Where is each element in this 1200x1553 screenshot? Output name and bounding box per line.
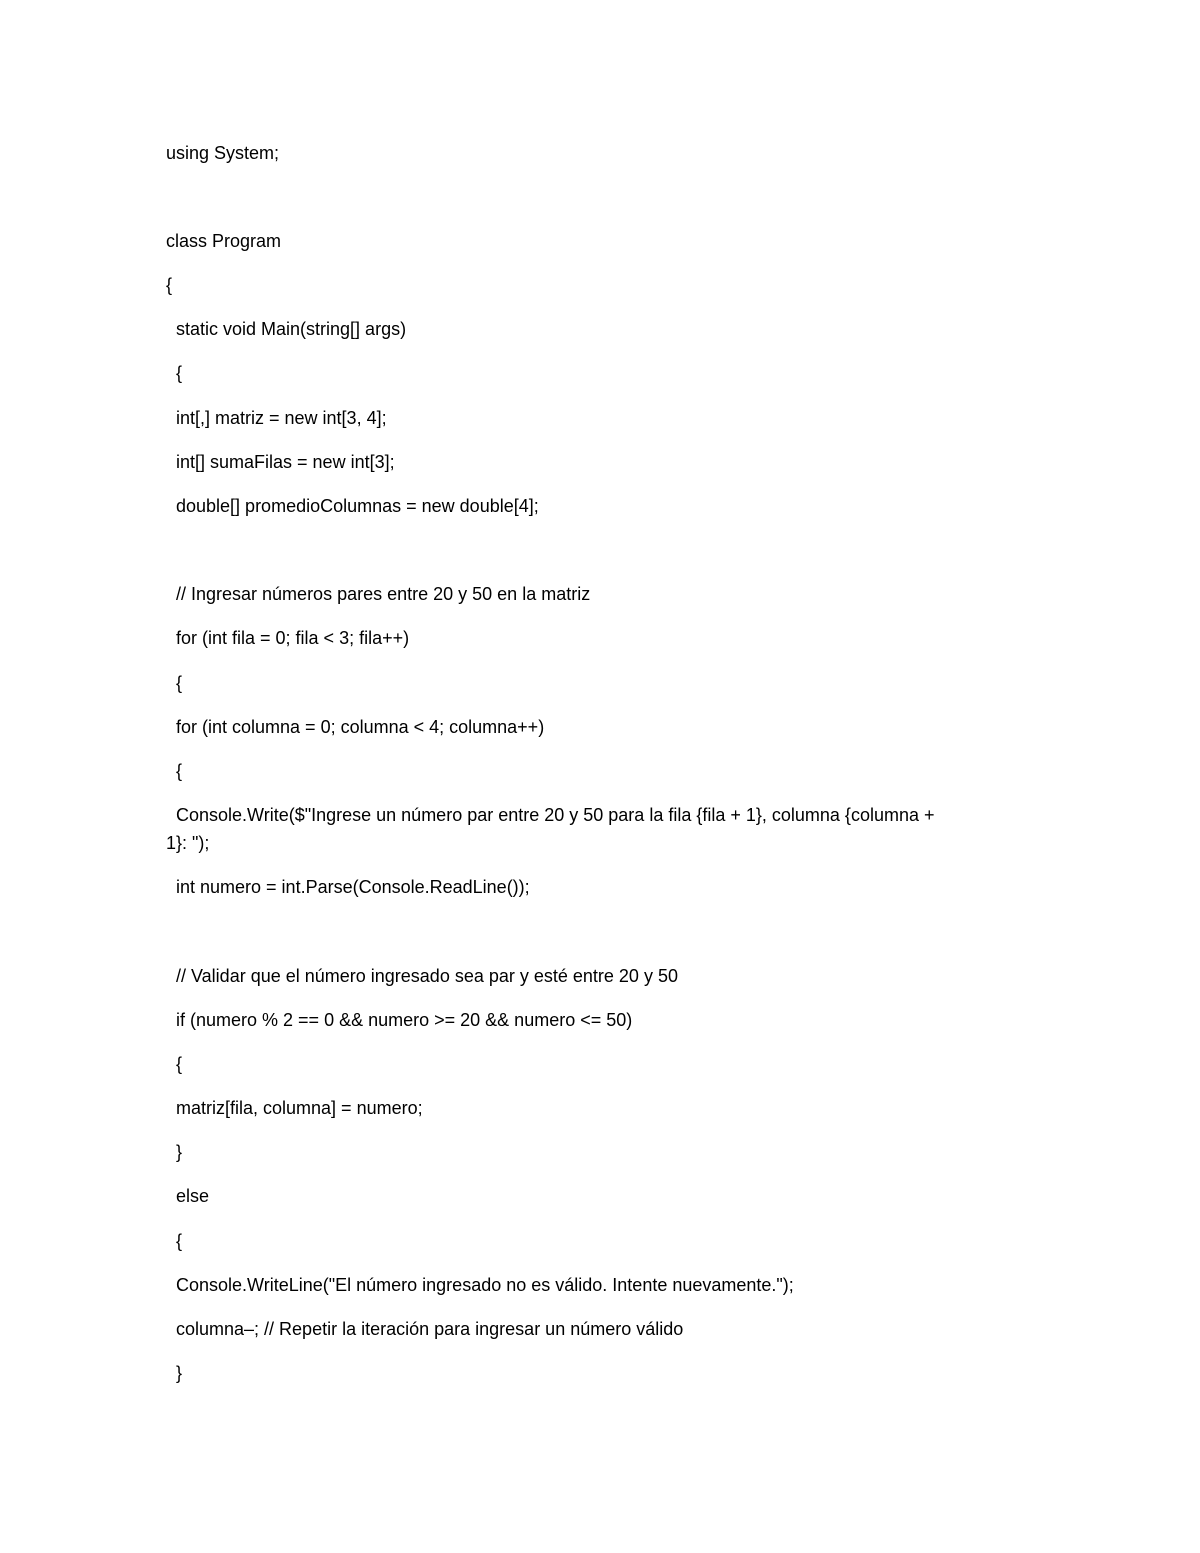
code-line: static void Main(string[] args)	[176, 319, 407, 339]
code-line: if (numero % 2 == 0 && numero >= 20 && numero <= 50)	[176, 1010, 633, 1030]
code-line: using System;	[166, 143, 280, 163]
code-line: Console.WriteLine("El número ingresado no es válido. Intente nuevamente.");	[176, 1275, 794, 1295]
code-comment: // Validar que el número ingresado sea par y esté entre 20 y 50	[176, 966, 678, 986]
code-line: double[] promedioColumnas = new double[4];	[176, 496, 539, 516]
code-line: int[] sumaFilas = new int[3];	[176, 452, 395, 472]
code-line: {	[176, 363, 183, 383]
code-line: matriz[fila, columna] = numero;	[176, 1098, 423, 1118]
code-line: {	[176, 761, 183, 781]
code-line: columna–; // Repetir la iteración para ingresar un número válido	[176, 1319, 684, 1339]
code-line: {	[176, 1231, 183, 1251]
code-line: for (int columna = 0; columna < 4; columna++)	[176, 717, 545, 737]
code-line: {	[176, 673, 183, 693]
code-line: int numero = int.Parse(Console.ReadLine());	[176, 877, 530, 897]
code-line: {	[176, 1054, 183, 1074]
code-line: int[,] matriz = new int[3, 4];	[176, 408, 387, 428]
code-line: for (int fila = 0; fila < 3; fila++)	[176, 628, 410, 648]
code-line: {	[166, 275, 173, 295]
code-line: class Program	[166, 231, 282, 251]
code-comment: // Ingresar números pares entre 20 y 50 en la matriz	[176, 584, 591, 604]
code-line: Console.Write($"Ingrese un número par entre 20 y 50 para la fila {fila + 1}, columna {columna +	[176, 805, 935, 825]
code-line: }	[176, 1363, 183, 1383]
code-line: }	[176, 1142, 183, 1162]
code-line: else	[176, 1186, 210, 1206]
code-line-continuation: 1}: ");	[166, 833, 210, 853]
